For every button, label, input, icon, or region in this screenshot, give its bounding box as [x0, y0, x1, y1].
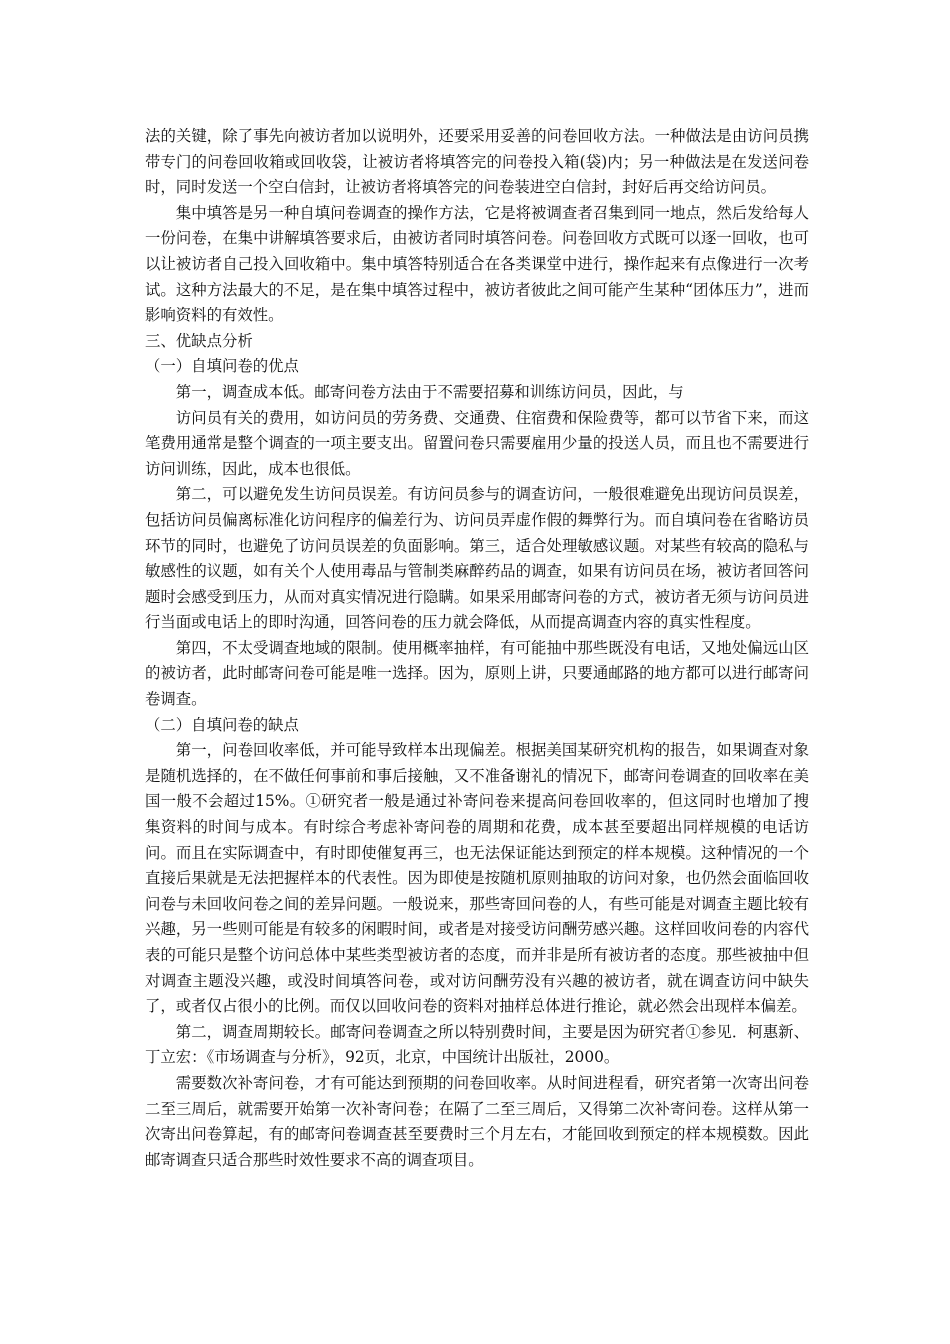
paragraph-questionnaire-return: 法的关键，除了事先向被访者加以说明外，还要采用妥善的问卷回收方法。一种做法是由访问员携带专门的问卷回收箱或回收袋，让被访者将填答完的问卷投入箱(袋)内；另一种做法是在发送问卷时，同时发送一个空白信封，让被访者将填答完的问卷装进空白信封，封好后再交给访问员。	[145, 127, 809, 197]
paragraph-geography: 第四，不太受调查地域的限制。使用概率抽样，有可能抽中那些既没有电话，又地处偏远山区的被访者，此时邮寄问卷可能是唯一选择。因为，原则上讲，只要通邮路的地方都可以进行邮寄问卷调查。	[145, 638, 809, 709]
document-page	[145, 124, 809, 1173]
paragraph-low-response-rate: 第一，问卷回收率低，并可能导致样本出现偏差。根据美国某研究机构的报告，如果调查对象是随机选择的，在不做任何事前和事后接触，又不准备谢礼的情况下，邮寄问卷调查的回收率在美国一般不会超过15%。①研究者一般是通过补寄问卷来提高问卷回收率的，但这同时也增加了搜集资料的时间与成本。有时综合考虑补寄问卷的周期和花费，成本甚至要超出同样规模的电话访问。而且在实际调查中，有时即使催复再三，也无法保证能达到预定的样本规模。这种情况的一个直接后果就是无法把握样本的代表性。因为即使是按随机原则抽取的访问对象，也仍然会面临回收问卷与未回收问卷之间的差异问题。一般说来，那些寄回问卷的人，有些可能是对调查主题比较有兴趣，另一些则可能是有较多的闲暇时间，或者是对接受访问酬劳感兴趣。这样回收问卷的内容代表的可能只是整个访问总体中某些类型被访者的态度，而并非是所有被访者的态度。那些被抽中但对调查主题没兴趣，或没时间填答问卷，或对访问酬劳没有兴趣的被访者，就在调查访问中缺失了，或者仅占很小的比例。而仅以回收问卷的资料对抽样总体进行推论，就必然会出现样本偏差。	[145, 741, 809, 1016]
subheading-disadvantages: （二）自填问卷的缺点	[145, 715, 299, 734]
paragraph-low-cost-intro: 第一，调查成本低。邮寄问卷方法由于不需要招募和训练访问员，因此，与	[175, 382, 684, 401]
subheading-advantages: （一）自填问卷的优点	[145, 357, 299, 376]
paragraph-interviewer-error: 第二，可以避免发生访问员误差。有访问员参与的调查访问，一般很难避免出现访问员误差，包括访问员偏离标准化访问程序的偏差行为、访问员弄虚作假的舞弊行为。而自填问卷在省略访员环节的同时，也避免了访问员误差的负面影响。第三，适合处理敏感议题。对某些有较高的隐私与敏感性的议题，如有关个人使用毒品与管制类麻醉药品的调查，如果有访问员在场，被访者回答问题时会感受到压力，从而对真实情况进行隐瞒。如果采用邮寄问卷的方式，被访者无须与访问员进行当面或电话上的即时沟通，回答问卷的压力就会降低，从而提高调查内容的真实性程度。	[145, 485, 809, 632]
paragraph-follow-up-mailing: 需要数次补寄问卷，才有可能达到预期的问卷回收率。从时间进程看，研究者第一次寄出问卷二至三周后，就需要开始第一次补寄问卷；在隔了二至三周后，又得第二次补寄问卷。这样从第一次寄出问卷算起，有的邮寄问卷调查甚至要费时三个月左右，才能回收到预定的样本规模数。因此邮寄调查只适合那些时效性要求不高的调查项目。	[145, 1073, 809, 1169]
paragraph-group-filling: 集中填答是另一种自填问卷调查的操作方法，它是将被调查者召集到同一地点，然后发给每人一份问卷，在集中讲解填答要求后，由被访者同时填答问卷。问卷回收方式既可以逐一回收，也可以让被访者自己投入回收箱中。集中填答特别适合在各类课堂中进行，操作起来有点像进行一次考试。这种方法最大的不足，是在集中填答过程中，被访者彼此之间可能产生某种“团体压力”，进而影响资料的有效性。	[145, 203, 809, 325]
paragraph-long-cycle: 第二，调查周期较长。邮寄问卷调查之所以特别费时间，主要是因为研究者①参见．柯惠新、丁立宏：《市场调查与分析》，92页，北京，中国统计出版社，2000。	[145, 1022, 809, 1067]
paragraph-low-cost-detail: 访问员有关的费用，如访问员的劳务费、交通费、住宿费和保险费等，都可以节省下来，而这笔费用通常是整个调查的一项主要支出。留置问卷只需要雇用少量的投送人员，而且也不需要进行访问训练，因此，成本也很低。	[145, 408, 809, 478]
section-heading-pros-cons: 三、优缺点分析	[145, 331, 253, 350]
